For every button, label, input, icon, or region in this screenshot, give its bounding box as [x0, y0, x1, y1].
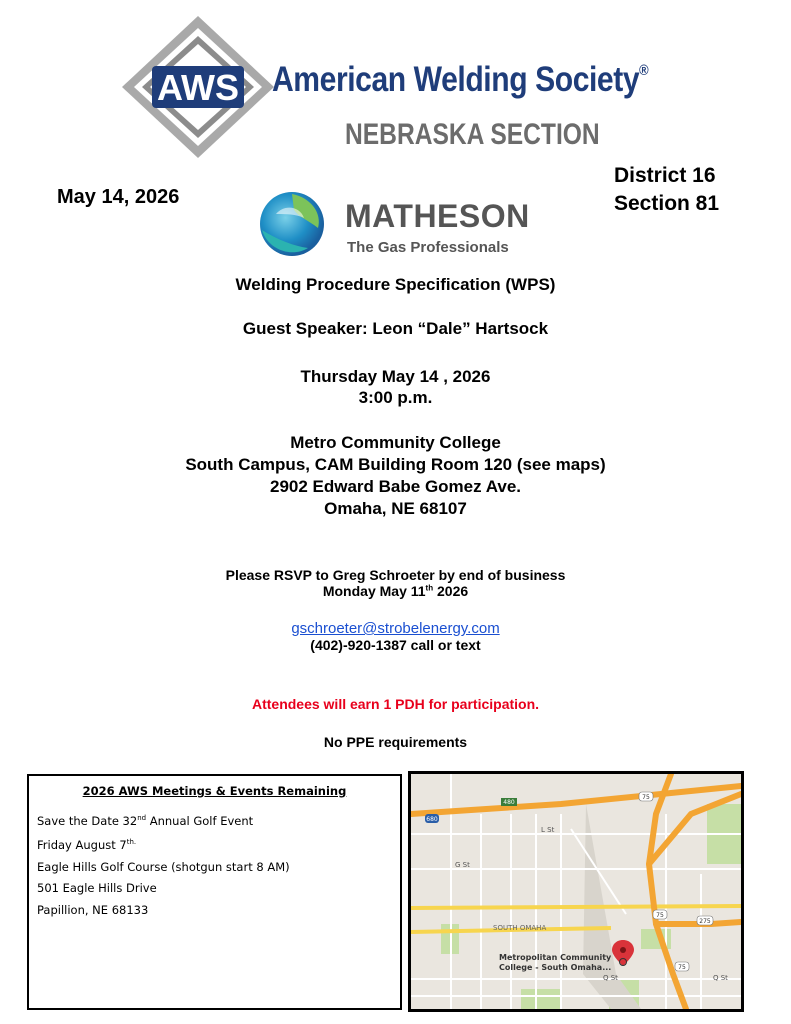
email-link[interactable]: gschroeter@strobelenergy.com — [291, 620, 500, 637]
matheson-logo-icon — [256, 190, 328, 258]
aws-mark: AWS — [156, 67, 240, 108]
events-line: Save the Date 32nd Annual Golf Event — [37, 813, 254, 828]
rsvp-phone: (402)-920-1387 call or text — [310, 637, 481, 653]
district-info — [614, 162, 719, 218]
events-line: Friday August $7^{th.}$ — [37, 838, 137, 853]
aws-logo — [118, 14, 278, 160]
road-label: L St — [541, 826, 555, 834]
events-line: Eagle Hills Golf Course (shotgun start 8 AM) — [37, 859, 290, 874]
road-label: Q St — [713, 974, 728, 982]
route-shield: 75 — [656, 912, 664, 919]
route-shield: 680 — [426, 816, 438, 823]
event-address — [0, 432, 791, 520]
place-label: College - South Omaha... — [499, 963, 612, 972]
route-shield: 75 — [642, 794, 650, 801]
section-number-label: Section 81 — [614, 192, 720, 215]
road-label: G St — [455, 861, 470, 869]
road-label: Q St — [603, 974, 618, 982]
event-title: Welding Procedure Specification (WPS) — [235, 275, 556, 294]
sponsor-tagline: The Gas Professionals — [347, 239, 509, 256]
sponsor-name: MATHESON — [345, 198, 530, 234]
events-box-title: 2026 AWS Meetings & Events Remaining — [82, 784, 347, 798]
events-line: 501 Eagle Hills Drive — [37, 881, 157, 896]
events-line: Papillion, NE 68133 — [37, 902, 149, 917]
place-label: Metropolitan Community — [499, 953, 612, 962]
events-list — [37, 808, 400, 921]
route-shield: 275 — [699, 918, 711, 925]
rsvp-email — [0, 620, 791, 637]
route-shield: 75 — [678, 964, 686, 971]
guest-speaker: Guest Speaker: Leon “Dale” Hartsock — [242, 319, 549, 338]
location-map[interactable] — [408, 771, 744, 1012]
address-line: Metro Community College — [290, 433, 501, 452]
address-line: South Campus, CAM Building Room 120 (see maps) — [185, 455, 606, 474]
ppe-note: No PPE requirements — [323, 734, 468, 750]
meeting-date: May 14, 2026 — [57, 186, 180, 208]
route-shield: 480 — [503, 799, 515, 806]
rsvp-line: Please RSVP to Greg Schroeter by end of business — [225, 567, 566, 583]
event-time: 3:00 p.m. — [358, 388, 433, 407]
pdh-note: Attendees will earn 1 PDH for participation. — [251, 696, 540, 712]
address-line: Omaha, NE 68107 — [324, 499, 467, 518]
district-label: District 16 — [614, 164, 716, 187]
event-day: Thursday May 14 , 2026 — [300, 367, 491, 386]
rsvp-deadline: Monday May 11th 2026 — [322, 583, 469, 599]
upcoming-events-box — [27, 774, 402, 1010]
section-name: NEBRASKA SECTION — [345, 118, 600, 151]
address-line: 2902 Edward Babe Gomez Ave. — [269, 477, 521, 496]
street-label: SOUTH OMAHA — [493, 924, 547, 932]
org-name: American Welding Society® — [272, 60, 649, 99]
